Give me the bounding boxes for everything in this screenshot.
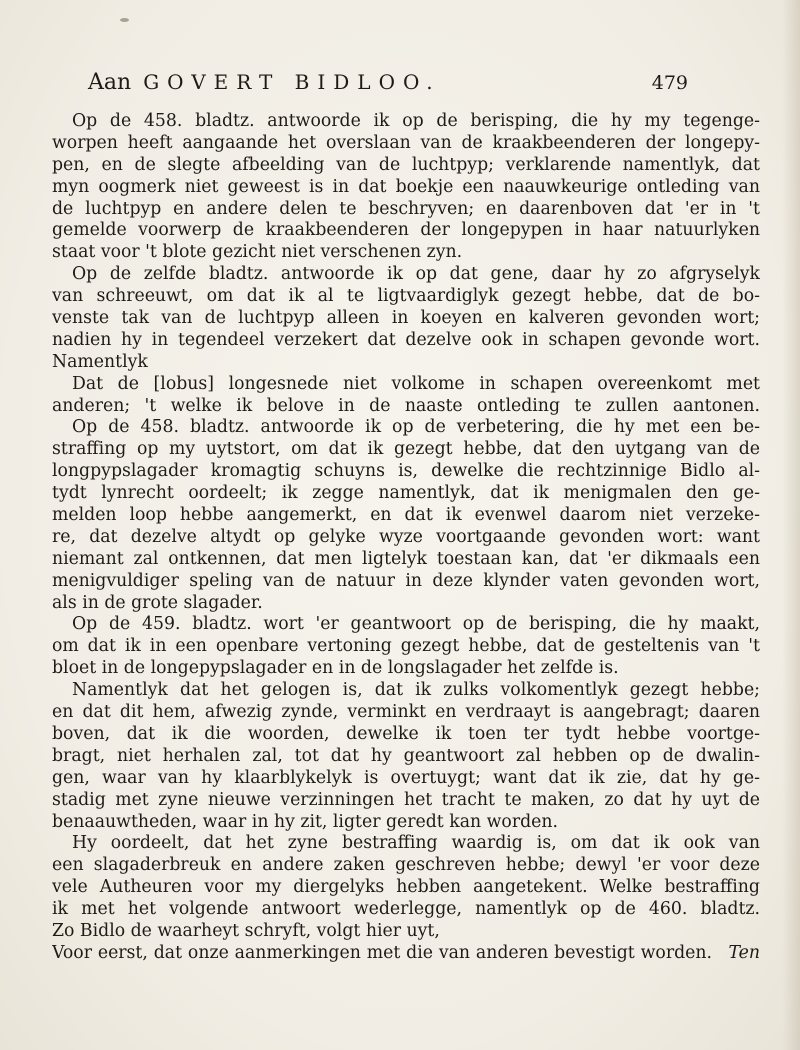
page-edge-shadow (782, 0, 800, 1050)
text-line: longpypslagader kromagtig schuyns is, dewelke die rechtzinnige Bidlo al- (52, 461, 760, 482)
text-line: gemelde voorwerp de kraakbeenderen der longepypen in haar natuurlyken (52, 220, 760, 241)
running-title-prefix: Aan (88, 70, 132, 95)
text-line: niemant zal ontkennen, dat men ligtelyk toestaan kan, dat 'er dikmaals een (52, 548, 760, 569)
text-line: benaauwtheden, waar in hy zit, ligter geredt kan worden. (52, 811, 558, 832)
body-text (52, 111, 760, 965)
text-line: vele Autheuren voor my diergelyks hebben aangetekent. Welke bestraffing (52, 877, 760, 898)
text-line: re, dat dezelve altydt op gelyke wyze voortgaande gevonden wort: want (52, 526, 760, 547)
text-line: Voor eerst, dat onze aanmerkingen met die van anderen bevestigt worden. (52, 942, 712, 963)
text-line: een slagaderbreuk en andere zaken geschreven hebbe; dewyl 'er voor deze (52, 855, 760, 876)
text-line: Op de 458. bladtz. antwoorde ik op de berisping, die hy my tegenge- (72, 111, 760, 131)
text-line: worpen heeft aangaande het overslaan van de kraakbeenderen der longepy- (52, 132, 760, 153)
text-line: Namentlyk dat het gelogen is, dat ik zulks volkomentlyk gezegt hebbe; (72, 680, 760, 701)
text-line: staat voor 't blote gezicht niet verschenen zyn. (52, 242, 463, 263)
text-line: Namentlyk (52, 351, 148, 372)
text-line: ik met het volgende antwoort wederlegge, namentlyk op de 460. bladtz. (52, 899, 760, 920)
text-line: stadig met zyne nieuwe verzinningen het tracht te maken, zo dat hy uyt de (52, 789, 760, 810)
text-line: bragt, niet herhalen zal, tot dat hy geantwoort zal hebben op de dwalin- (52, 745, 760, 766)
running-head (88, 70, 688, 104)
text-line: van schreeuwt, om dat ik al te ligtvaardiglyk gezegt hebbe, dat de bo- (52, 286, 760, 307)
text-line: tydt lynrecht oordeelt; ik zegge namentlyk, dat ik menigmalen den ge- (52, 483, 760, 504)
text-line: pen, en de slegte afbeelding van de luchtpyp; verklarende namentlyk, dat (52, 154, 760, 175)
text-line-final (52, 943, 760, 965)
text-line: gen, waar van hy klaarblykelyk is overtuygt; want dat ik zie, dat hy ge- (52, 767, 760, 788)
text-line: Op de 458. bladtz. antwoorde ik op de verbetering, die hy met een be- (72, 417, 760, 438)
text-line: anderen; 't welke ik belove in de naaste ontleding te zullen aantonen. (52, 395, 760, 416)
running-title (88, 70, 441, 95)
text-line: Hy oordeelt, dat het zyne bestraffing waardig is, om dat ik ook van (72, 833, 760, 854)
text-line: myn oogmerk niet geweest is in dat boekje een naauwkeurige ontleding van (52, 176, 760, 197)
page-number: 479 (651, 72, 688, 94)
text-line: nadien hy in tegendeel verzekert dat dezelve ook in schapen gevonde wort. (52, 329, 760, 350)
text-line: Zo Bidlo de waarheyt schryft, volgt hier uyt, (52, 920, 440, 941)
text-line: Op de 459. bladtz. wort 'er geantwoort op de berisping, die hy maakt, (72, 614, 760, 635)
ink-spot (120, 18, 129, 22)
text-line: boven, dat ik die woorden, dewelke ik toen ter tydt hebbe voortge- (52, 723, 760, 744)
text-line: Dat de [lobus] longesnede niet volkome in schapen overeenkomt met (72, 373, 760, 394)
running-title-name: GOVERT BIDLOO. (143, 70, 441, 94)
text-line: de luchtpyp en andere delen te beschryven; en daarenboven dat 'er in 't (52, 198, 760, 219)
text-line: venste tak van de luchtpyp alleen in koeyen en kalveren gevonden wort; (52, 308, 760, 329)
text-line: Op de zelfde bladtz. antwoorde ik op dat gene, daar hy zo afgryselyk (72, 264, 760, 285)
text-line: en dat dit hem, afwezig zynde, verminkt en verdraayt is aangebragt; daaren (52, 702, 760, 723)
text-line: als in de grote slagader. (52, 592, 263, 613)
text-line: straffing op my uytstort, om dat ik gezegt hebbe, dat den uytgang van de (52, 439, 760, 460)
text-line: melden loop hebbe aangemerkt, en dat ik evenwel daarom niet verzeke- (52, 505, 760, 526)
text-line: menigvuldiger speling van de natuur in deze klynder vaten gevonden wort, (52, 570, 760, 591)
catchword: Ten (728, 942, 760, 963)
text-line: om dat ik in een openbare vertoning gezegt hebbe, dat de gesteltenis van 't (52, 636, 760, 657)
text-line: bloet in de longepypslagader en in de longslagader het zelfde is. (52, 658, 619, 679)
